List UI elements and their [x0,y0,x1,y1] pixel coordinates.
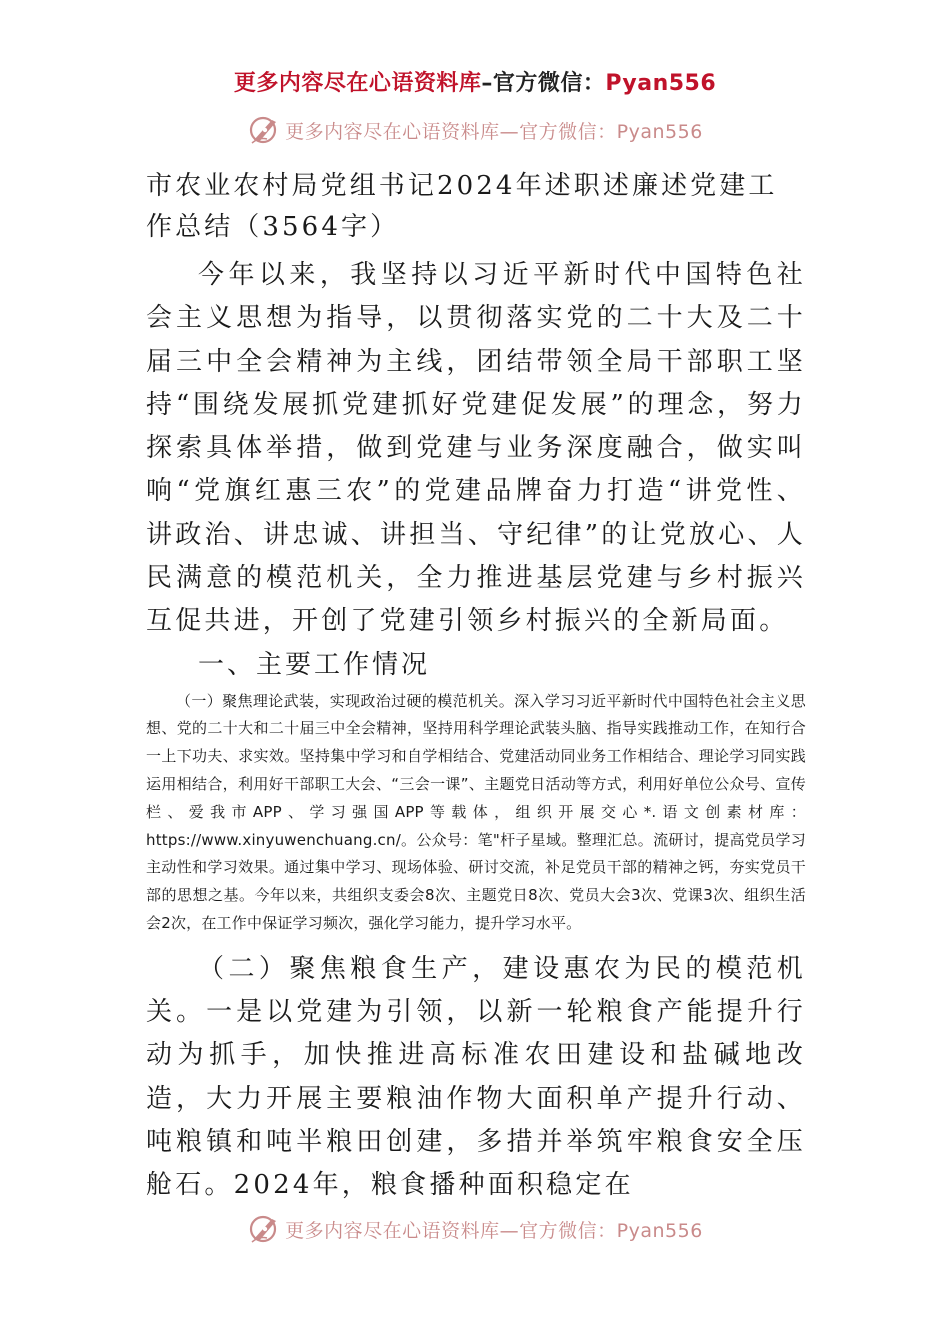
intro-paragraph: 今年以来，我坚持以习近平新时代中国特色社会主义思想为指导，以贯彻落实党的二十大及二十届三中全会精神为主线，团结带领全局干部职工坚持“围绕发展抓党建抓好党建促发展”的理念，努力探索具体举措，做到党建与业务深度融合，做实叫响“党旗红惠三农”的党建品牌奋力打造“讲党性、讲政治、讲忠诚、讲担当、守纪律”的让党放心、人民满意的模范机关，全力推进基层党建与乡村振兴互促共进，开创了党建引领乡村振兴的全新局面。 [146,260,806,637]
banner-separator: –官方微信： [481,71,606,96]
banner-red-text: 更多内容尽在心语资料库 [233,71,482,96]
pen-nib-logo-icon [247,113,281,147]
watermark-top [0,113,950,147]
watermark-bottom [0,1212,950,1246]
theory-paragraph: （一）聚焦理论武装，实现政治过硬的模范机关。深入学习习近平新时代中国特色社会主义思想、党的二十大和二十届三中全会精神，坚持用科学理论武装头脑、指导实践推动工作，在知行合一上下功夫、求实效。坚持集中学习和自学相结合、党建活动同业务工作相结合、理论学习同实践运用相结合，利用好干部职工大会、“三会一课”、主题党日活动等方式，利用好单位公众号、宣传栏、爱我市APP、学习强国APP等载体，组织开展交心*.语文创素材库：https://www.xinyuwenchuang.cn/。公众号：笔"杆子星域。整理汇总。流研讨，提高党员学习主动性和学习效果。通过集中学习、现场体验、研讨交流，补足党员干部的精神之钙，夯实党员干部的思想之基。今年以来，共组织支委会8次、主题党日8次、党员大会3次、党课3次、组织生活会2次，在工作中保证学习频次，强化学习能力，提升学习水平。 [146,691,806,933]
watermark-text: 更多内容尽在心语资料库—官方微信：Pyan556 [285,1219,703,1242]
document-title: 市农业农村局党组书记2024年述职述廉述党建工作总结（3564字） [146,171,778,242]
document-body [146,166,806,1208]
banner-wechat-id: Pyan556 [605,71,717,96]
section-heading: 一、主要工作情况 [198,649,431,680]
grain-paragraph: （二）聚焦粮食生产，建设惠农为民的模范机关。一是以党建为引领，以新一轮粮食产能提升行动为抓手，加快推进高标准农田建设和盐碱地改造，大力开展主要粮油作物大面积单产提升行动、吨粮镇和吨半粮田创建，多措并举筑牢粮食安全压舱石。2024年，粮食播种面积稳定在 [146,953,806,1201]
watermark-text: 更多内容尽在心语资料库—官方微信：Pyan556 [285,120,703,143]
pen-nib-logo-icon [247,1212,281,1246]
header-banner [0,66,950,97]
